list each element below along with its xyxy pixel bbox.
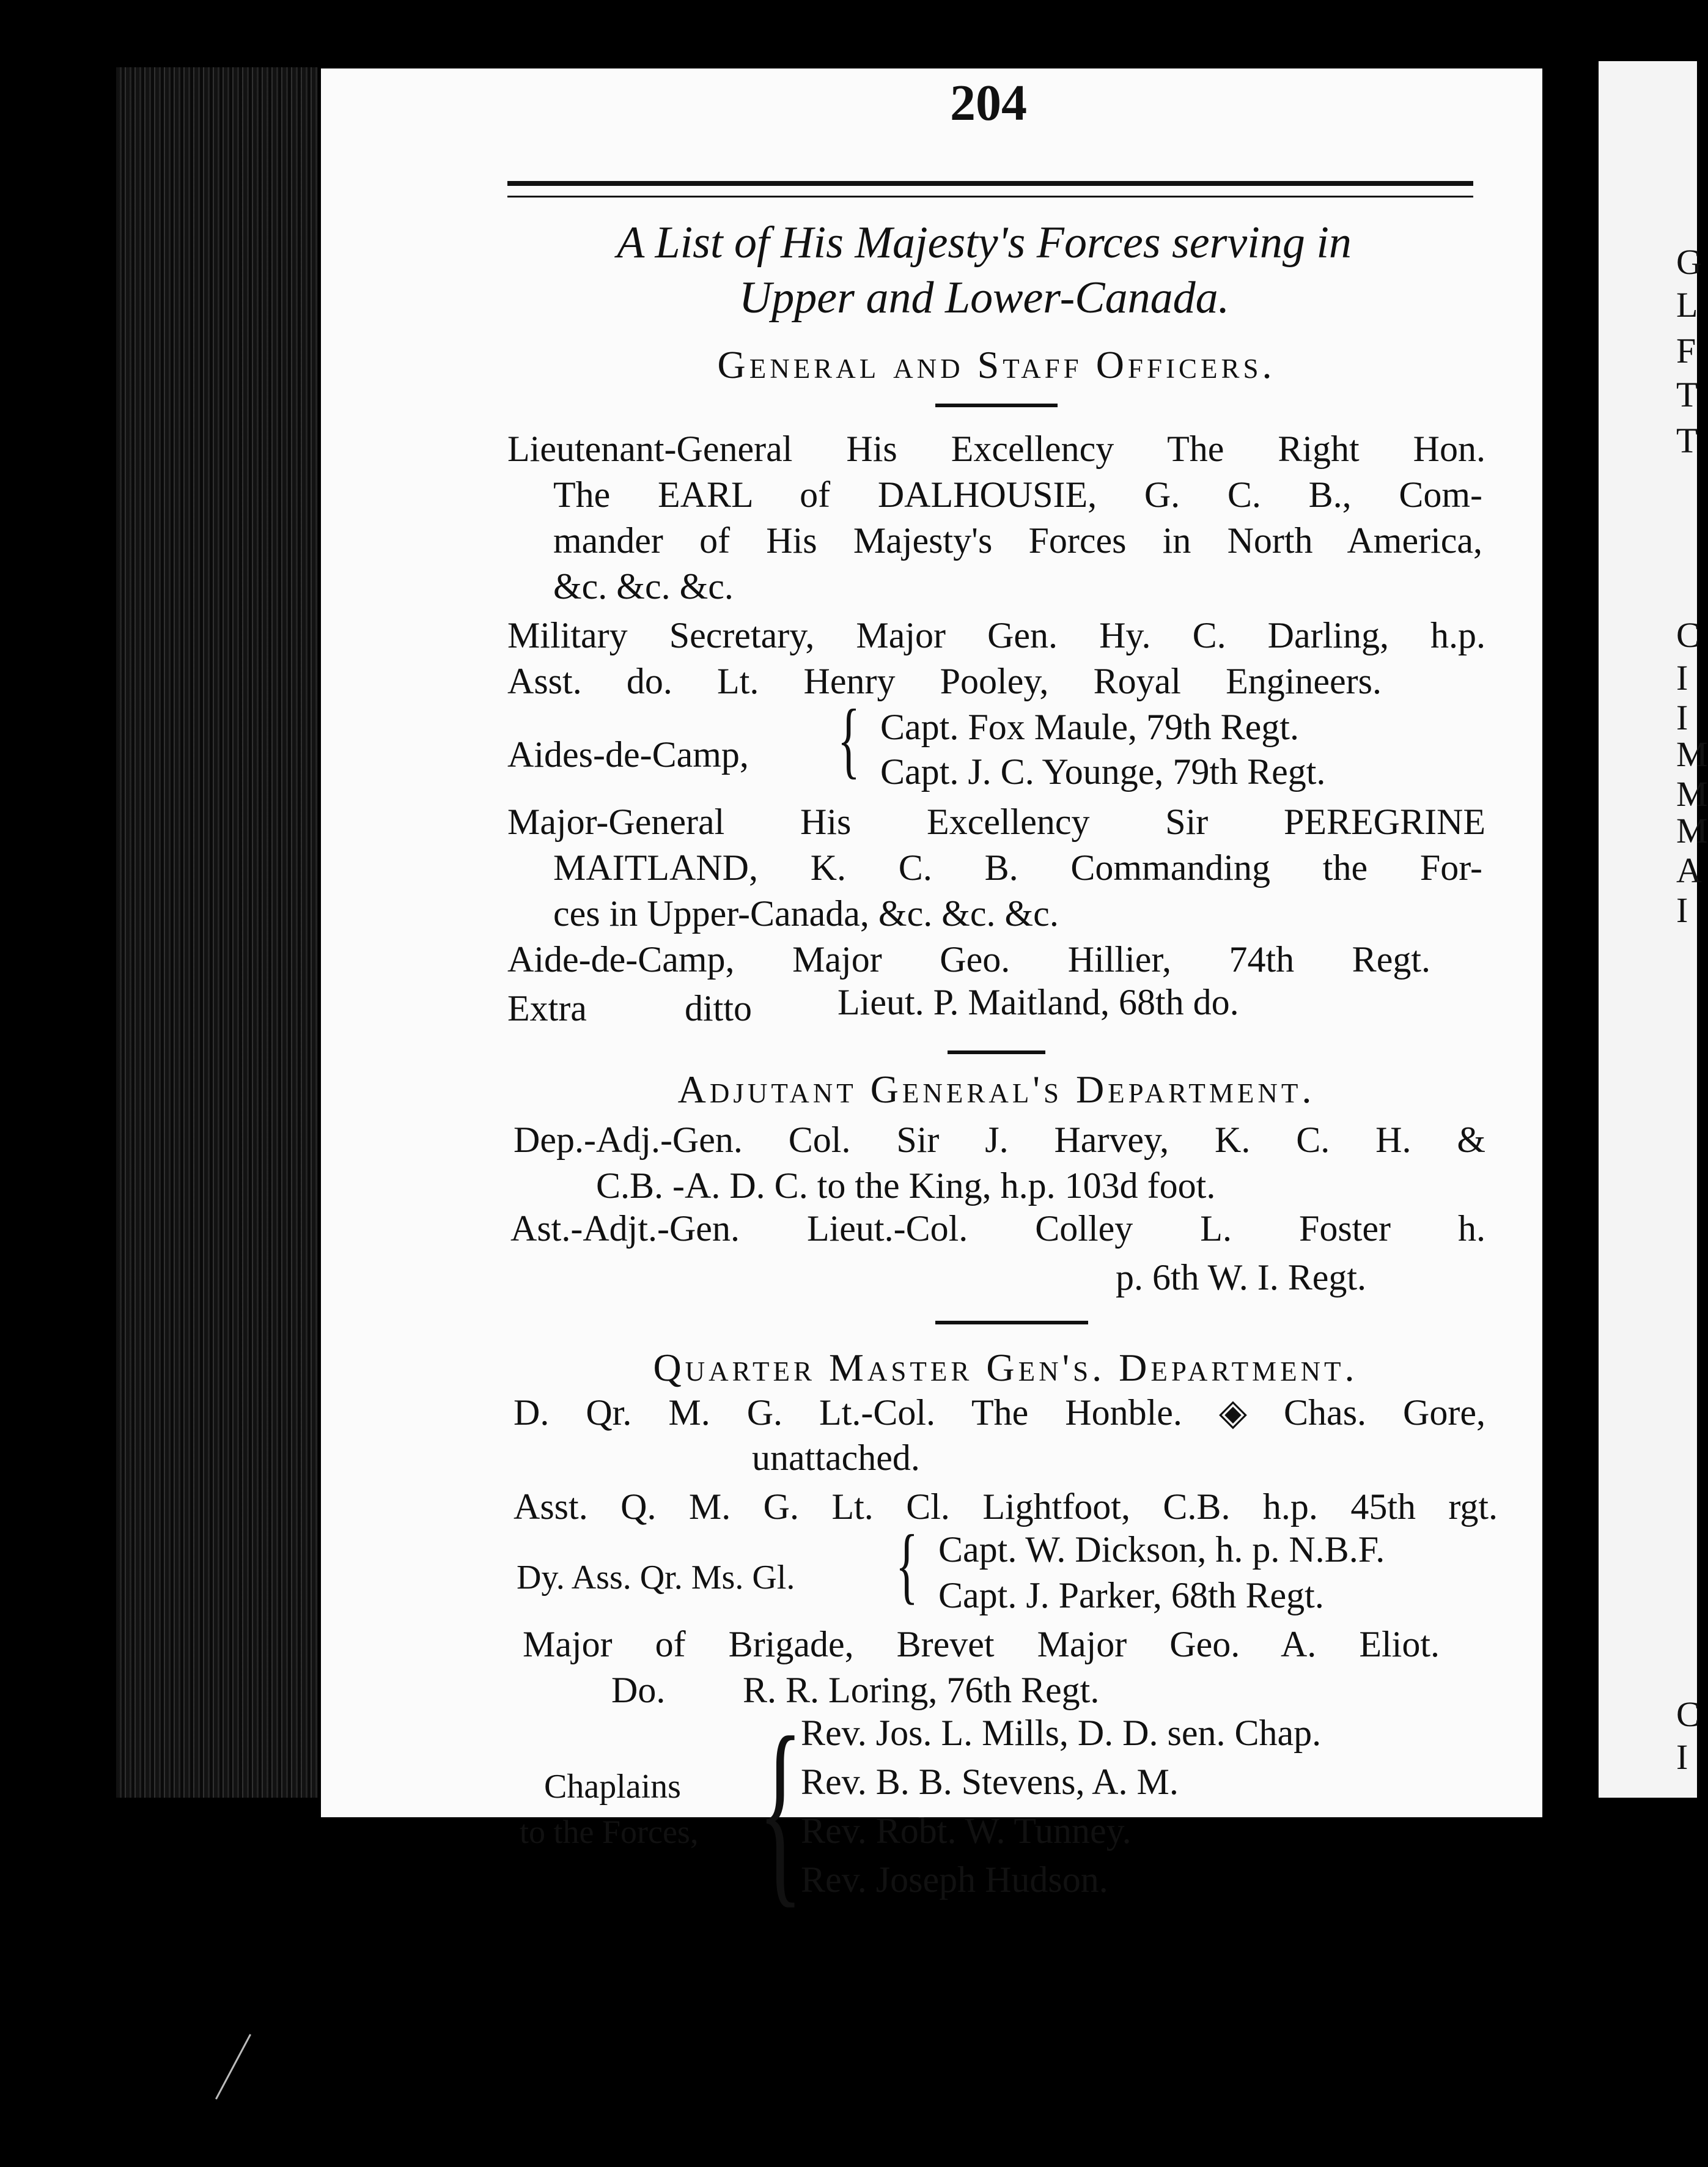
section-heading-general: General and Staff Officers. [717, 343, 1276, 386]
right-page-letter: I [1676, 1737, 1688, 1777]
right-page-letter: A [1676, 851, 1702, 890]
text-line: Capt. W. Dickson, h. p. N.B.F. [938, 1529, 1385, 1570]
right-page-letter: I [1676, 658, 1688, 698]
text-line: The EARL of DALHOUSIE, G. C. B., Com- [553, 474, 1482, 515]
brace: { [896, 1518, 918, 1612]
text-line: p. 6th W. I. Regt. [1116, 1257, 1367, 1298]
text-line: Aide-de-Camp, Major Geo. Hillier, 74th Regt. [507, 939, 1430, 980]
chaplains-label: to the Forces, [520, 1814, 699, 1850]
text-line: unattached. [752, 1438, 920, 1478]
text-line: Major-General His Excellency Sir PEREGRINE [507, 802, 1485, 842]
text-line: R. R. Loring, 76th Regt. [743, 1670, 1100, 1710]
title-line-1: A List of His Majesty's Forces serving in [617, 218, 1352, 268]
spine-mark [215, 2034, 251, 2099]
text-line: Rev. Jos. L. Mills, D. D. sen. Chap. [801, 1713, 1322, 1753]
right-page-letter: C [1676, 1694, 1700, 1734]
section-divider [935, 1321, 1088, 1324]
text-line: Ast.-Adjt.-Gen. Lieut.-Col. Colley L. Foster h. [510, 1208, 1485, 1249]
dy-label: Dy. Ass. Qr. Ms. Gl. [517, 1559, 795, 1597]
text-line: Lieutenant-General His Excellency The Right Hon. [507, 429, 1485, 469]
right-page-letter: L [1676, 285, 1698, 325]
text-line: Rev. Robt. W. Tunney. [801, 1811, 1132, 1851]
brigade-do: Do. [611, 1670, 666, 1710]
page-number: 204 [950, 75, 1027, 131]
right-page-letter: G [1676, 242, 1702, 282]
text-line: Capt. J. C. Younge, 79th Regt. [880, 751, 1326, 792]
right-page-letter: C [1676, 615, 1700, 655]
right-page-letter: M [1676, 734, 1708, 774]
chaplains-label: Chaplains [544, 1768, 681, 1806]
text-line: Capt. J. Parker, 68th Regt. [938, 1575, 1324, 1615]
right-page-letter: I [1676, 698, 1688, 737]
text-line: Asst. Q. M. G. Lt. Cl. Lightfoot, C.B. h.p. 45th rgt. [514, 1486, 1498, 1527]
text-line: MAITLAND, K. C. B. Commanding the For- [553, 847, 1482, 888]
right-page-letter: M [1676, 811, 1708, 851]
text-line: mander of His Majesty's Forces in North America, [553, 520, 1482, 561]
aides-label: Aides-de-Camp, [507, 734, 749, 775]
extra-label: Extra [507, 988, 587, 1028]
text-line: ces in Upper-Canada, &c. &c. &c. [553, 893, 1059, 934]
right-page-letter: I [1676, 890, 1688, 930]
brace: { [837, 692, 860, 787]
section-heading-adjutant: Adjutant General's Department. [677, 1068, 1316, 1111]
text-line: &c. &c. &c. [553, 566, 734, 607]
text-line: Major of Brigade, Brevet Major Geo. A. Eliot. [523, 1624, 1440, 1664]
header-rule [507, 181, 1473, 186]
text-line: C.B. -A. D. C. to the King, h.p. 103d foot. [596, 1165, 1216, 1206]
text-line: Lieut. P. Maitland, 68th do. [837, 982, 1239, 1022]
section-heading-quarter: Quarter Master Gen's. Department. [653, 1346, 1358, 1389]
text-line: Asst. do. Lt. Henry Pooley, Royal Engineers. [507, 661, 1382, 701]
right-page-letter: T [1676, 375, 1698, 415]
title-line-2: Upper and Lower-Canada. [738, 273, 1230, 323]
section-divider [948, 1050, 1045, 1054]
brace: { [758, 1694, 803, 1925]
right-page-letter: F [1676, 331, 1696, 371]
header-rule-thin [507, 196, 1473, 198]
text-line: Dep.-Adj.-Gen. Col. Sir J. Harvey, K. C. H. & [514, 1120, 1485, 1160]
right-page-letter: T [1676, 421, 1698, 460]
right-page-letter: M [1676, 774, 1708, 814]
text-line: D. Qr. M. G. Lt.-Col. The Honble. ◈ Chas. Gore, [514, 1392, 1485, 1433]
text-line: Rev. B. B. Stevens, A. M. [801, 1762, 1179, 1802]
section-divider [935, 404, 1058, 407]
extra-ditto: ditto [685, 988, 753, 1028]
book-spine [116, 67, 318, 1798]
text-line: Capt. Fox Maule, 79th Regt. [880, 707, 1299, 747]
text-line: Rev. Joseph Hudson. [801, 1859, 1108, 1900]
text-line: Military Secretary, Major Gen. Hy. C. Darling, h.p. [507, 615, 1485, 655]
